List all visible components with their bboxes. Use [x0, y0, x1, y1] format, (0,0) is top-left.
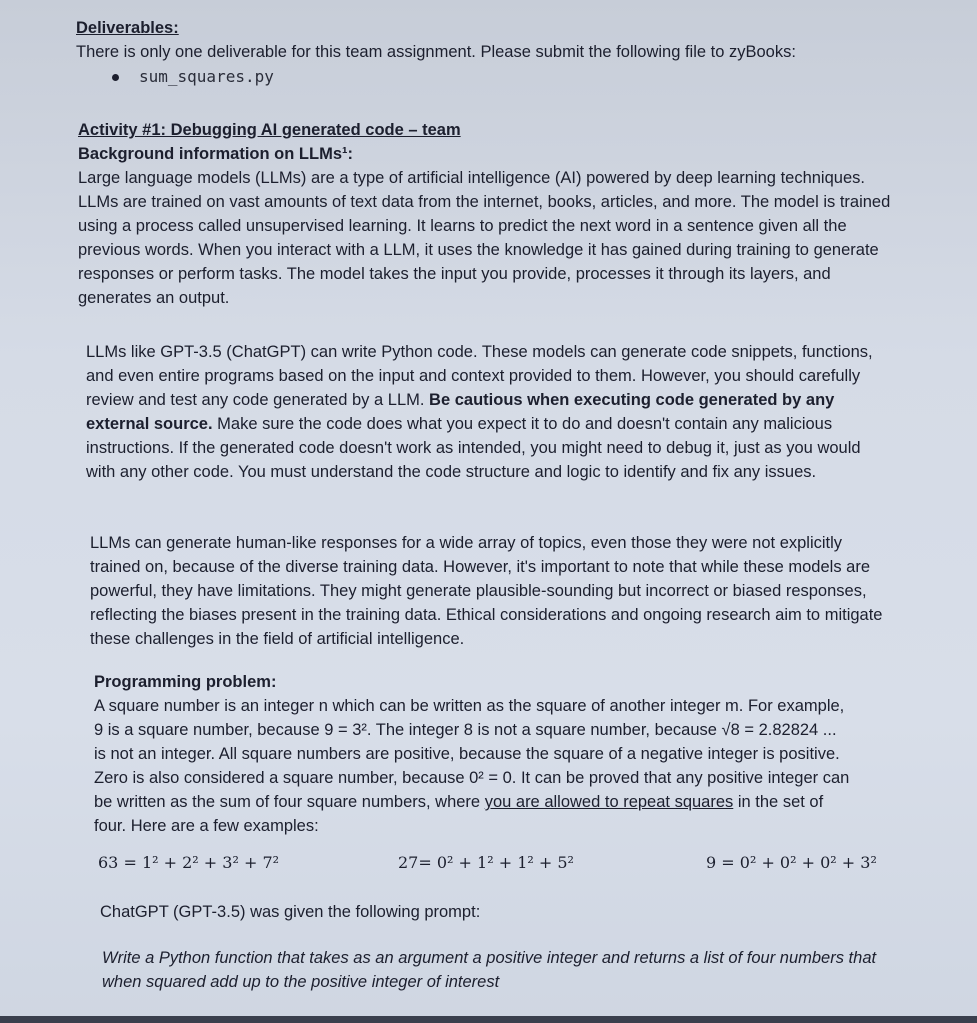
chatgpt-prompt-text: Write a Python function that takes as an argument a positive integer and returns a list of four numbers that when squared add up to the positive integer of interest: [102, 949, 877, 991]
problem-heading: Programming problem:: [94, 673, 277, 691]
bullet-icon: [112, 74, 119, 81]
repeat-squares-underlined: you are allowed to repeat squares: [484, 793, 734, 811]
activity-section: [78, 118, 908, 310]
problem-line-1: A square number is an integer n which can be written as the square of another integer m. For example,: [94, 697, 845, 715]
deliverable-filename: sum_squares.py: [139, 67, 274, 86]
prompt-intro: ChatGPT (GPT-3.5) was given the following prompt:: [100, 903, 481, 921]
background-paragraph-3: LLMs can generate human-like responses for a wide array of topics, even those they were not explicitly trained on, because of the diverse training data. However, it's important to note that while these models are powerful, they have limitations. They might generate plausible-sounding but incorrect or biased responses, reflecting the biases present in the training data. Ethical considerations and ongoing research aim to mitigate these challenges in the field of artificial intelligence.: [90, 534, 883, 648]
problem-line-6: four. Here are a few examples:: [94, 817, 319, 835]
deliverables-heading: Deliverables:: [76, 19, 179, 37]
line5-end: in the set of: [733, 793, 824, 811]
example-27: 27= 0² + 1² + 1² + 5²: [398, 853, 574, 872]
para2-start: LLMs like GPT-3.5 (ChatGPT) can write Python code. These models can generate code snippets, functions, and even entire programs based on the input and context provided to them. However, you should carefully review and test any code generated by a LLM.: [86, 343, 873, 409]
example-63: 63 = 1² + 2² + 3² + 7²: [98, 853, 280, 872]
example-9: 9 = 0² + 0² + 0² + 3²: [706, 853, 877, 872]
background-paragraph-1: Large language models (LLMs) are a type of artificial intelligence (AI) powered by deep learning techniques. LLMs are trained on vast amounts of text data from the internet, books, articles, and more. The model is trained using a process called unsupervised learning. It learns to predict the next word in a sentence given all the previous words. When you interact with a LLM, it uses the knowledge it has gained during training to generate responses or perform tasks. The model takes the input you provide, processes it through its layers, and generates an output.: [78, 169, 891, 307]
deliverable-file-item: [112, 67, 274, 87]
problem-line-5: [94, 790, 904, 814]
para2-bold-warning: Be cautious when executing code generated by any external source.: [86, 391, 835, 433]
activity-title: Activity #1: Debugging AI generated code – team: [78, 121, 461, 139]
deliverables-text: There is only one deliverable for this team assignment. Please submit the following file to zyBooks:: [76, 43, 796, 61]
problem-line-2: 9 is a square number, because 9 = 3². The integer 8 is not a square number, because √8 = 2.82824 ...: [94, 721, 837, 739]
problem-line-4: Zero is also considered a square number, because 0² = 0. It can be proved that any positive integer can: [94, 769, 850, 787]
background-heading: Background information on LLMs¹:: [78, 145, 353, 163]
para2-end: Make sure the code does what you expect it to do and doesn't contain any malicious instructions. If the generated code doesn't work as intended, you might need to debug it, just as you would with any other code. You must understand the code structure and logic to identify and fix any issues.: [86, 415, 861, 481]
deliverables-section: [76, 16, 936, 64]
screen-bottom-edge: [0, 1016, 977, 1023]
problem-line-3: is not an integer. All square numbers are positive, because the square of a negative integer is positive.: [94, 745, 840, 763]
programming-problem-section: [94, 670, 904, 838]
background-paragraph-2: [86, 340, 886, 484]
line5-start: be written as the sum of four square numbers, where: [94, 793, 485, 811]
